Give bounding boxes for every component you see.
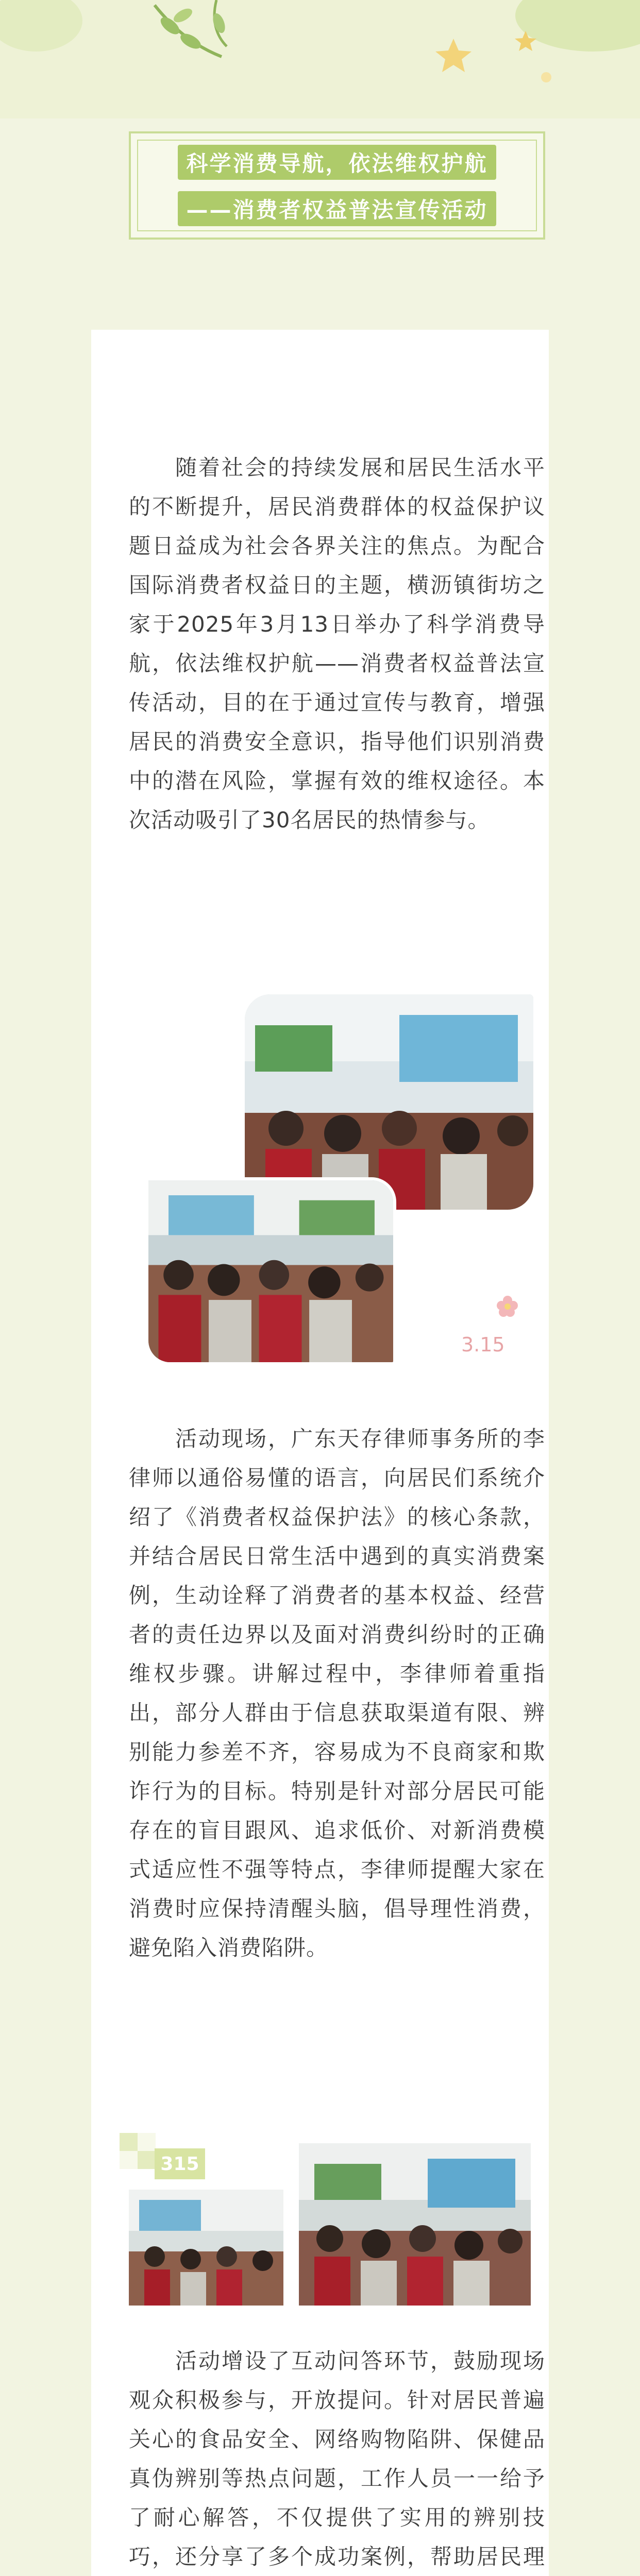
intro-paragraph-text: 随着社会的持续发展和居民生活水平的不断提升，居民消费群体的权益保护议题日益成为社会各界关注的焦点。为配合国际消费者权益日的主题，横沥镇街坊之家于2025年3月13日举办了科学消费导航，依法维权护航——消费者权益普法宣传活动，目的在于通过宣传与教育，增强居民的消费安全意识，指导他们识别消费中的潜在风险，掌握有效的维权途径。本次活动吸引了30名居民的热情参与。	[129, 455, 545, 833]
page-title: 科学消费导航，依法维权护航	[178, 145, 496, 180]
qa-paragraph-text: 活动增设了互动问答环节，鼓励现场观众积极参与，开放提问。针对居民普遍关心的食品安全、网络购物陷阱、保健品真伪辨别等热点问题，工作人员一一给予了耐心解答，不仅提供了实用的辨别技巧，还分享了多个成功案例，帮助居民理	[129, 2348, 545, 2569]
lecture-paragraph-text: 活动现场，广东天存律师事务所的李律师以通俗易懂的语言，向居民们系统介绍了《消费者权益保护法》的核心条款，并结合居民日常生活中遇到的真实消费案例，生动诠释了消费者的基本权益、经营者的责任边界以及面对消费纠纷时的正确维权步骤。讲解过程中，李律师着重指出，部分人群由于信息获取渠道有限、辨别能力参差不齐，容易成为不良商家和欺诈行为的目标。特别是针对部分居民可能存在的盲目跟风、追求低价、对新消费模式适应性不强等特点，李律师提醒大家在消费时应保持清醒头脑，倡导理性消费，避免陷入消费陷阱。	[129, 1426, 545, 1960]
flower-icon	[495, 1293, 520, 1319]
date-label: 3.15	[461, 1333, 505, 1356]
qa-paragraph	[129, 2342, 545, 2576]
event-photo-room	[299, 2143, 531, 2306]
leaf-decoration	[0, 0, 640, 118]
event-photo-audience	[145, 1177, 396, 1365]
badge-315: 315	[155, 2148, 205, 2179]
page-subtitle: ——消费者权益普法宣传活动	[178, 191, 496, 226]
event-photo-seated	[129, 2190, 283, 2306]
lecture-paragraph	[129, 1419, 545, 1968]
title-inner-frame	[137, 140, 537, 231]
checker-decoration	[120, 2133, 156, 2169]
title-frame	[129, 131, 545, 240]
intro-paragraph	[129, 448, 545, 840]
